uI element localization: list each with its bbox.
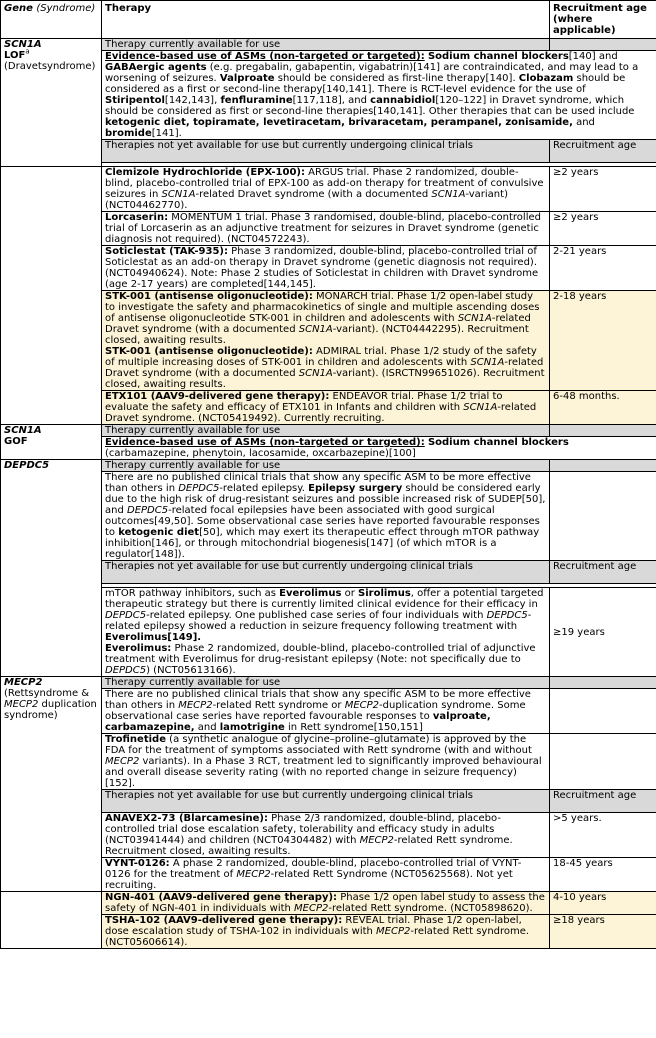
trial-lorcaserin: Lorcaserin: MOMENTUM 1 trial. Phase 3 randomised, double-blind, placebo-controlled trial of Lorcaserin as an adjunctive treatment for seizures in Dravet syndrome (genetic diagnosis not required). (NCT04572243). (102, 212, 550, 246)
gene-cell-scn1a-gof: SCN1A GOF (1, 425, 102, 460)
trial-soticlestat: Soticlestat (TAK-935): Phase 3 randomized, double-blind, placebo-controlled trial of Soticlestat as an add-on therapy in Dravet syndrome (genetic diagnosis not required). (NCT04940624). Note: Phase 2 studies of Soticlestat in children with Dravet syndrome (age 2-17 years) are completed[144,145]. (102, 246, 550, 291)
gene-cell-scn1a-lof: SCN1A LOF$^a$ (Dravetsyndrome) (1, 39, 102, 167)
recruitment-age-label: Recruitment age (550, 561, 656, 584)
section-label-available: Therapy currently available for use (102, 39, 550, 51)
trial-stk001: STK-001 (antisense oligonucleotide): MONARCH trial. Phase 1/2 open-label study to investigate the safety and pharmacokinetics of single and multiple ascending doses of antisense oligonucleotide STK-001 in children and adolescents with SCN1A-related Dravet syndrome (with a documented SCN1A-variant). (NCT04442295). Recruitment closed, awaiting results. STK-001 (antisense oligonucleotide): ADMIRAL trial. Phase 1/2 study of the safety of multiple increasing doses of STK-001 in children and adolescents with SCN1A-related Dravet syndrome (with a documented SCN1A-variant). (ISRCTN99651026). Recruitment closed, awaiting results. (102, 291, 550, 391)
trial-clemizole: Clemizole Hydrochloride (EPX-100): ARGUS trial. Phase 2 randomized, double-blind, placebo-controlled trial of EPX-100 as add-on therapy for treatment of convulsive seizures in SCN1A-related Dravet syndrome (with a documented SCN1A-variant) (NCT04462770). (102, 167, 550, 212)
recruitment-age-label: Recruitment age (550, 140, 656, 163)
scn1a-gof-available-label-row (1, 425, 656, 437)
trial-tsha102: TSHA-102 (AAV9-delivered gene therapy): REVEAL trial. Phase 1/2 open-label, dose escalation study of TSHA-102 in individuals with MECP2-related Rett syndrome. (NCT05606614). (102, 915, 550, 949)
trial-age: ≥18 years (550, 915, 656, 949)
trial-anavex: ANAVEX2-73 (Blarcamesine): Phase 2/3 randomized, double-blind, placebo-controlled trial dose escalation safety, tolerability and efficacy study in adults (NCT03941444) and children (NCT04304482) with MECP2-related Rett syndrome. Recruitment closed, awaiting results. (102, 813, 550, 858)
header-gene: Gene (Syndrome) (1, 1, 102, 39)
section-label-trials: Therapies not yet available for use but currently undergoing clinical trials (102, 140, 550, 163)
trial-age: 18-45 years (550, 858, 656, 892)
mecp2-available-text: There are no published clinical trials that show any specific ASM to be more effective than others in MECP2-related Rett syndrome or MECP2-duplication syndrome. Some observational case series have reported favourable responses to valproate, carbamazepine, and lamotrigine in Rett syndrome[150,151] (102, 689, 550, 734)
mecp2-available-label-row (1, 677, 656, 689)
trial-age: ≥2 years (550, 167, 656, 212)
section-label-trials: Therapies not yet available for use but currently undergoing clinical trials (102, 561, 550, 584)
depdc5-available-text: There are no published clinical trials that show any specific ASM to be more effective than others in DEPDC5-related epilepsy. Epilepsy surgery should be considered early due to the high risk of drug-resistant seizures and possible increased risk of SUDEP[50], and DEPDC5-related focal epilepsies have been associated with good surgical outcomes[49,50]. Some observational case series have reported favourable responses to ketogenic diet[50], which may exert its therapeutic effect through mTOR pathway inhibition[146], or through mitochondrial biogenesis[147] (of which mTOR is a regulator[148]). (102, 472, 550, 561)
trial-etx101: ETX101 (AAV9-delivered gene therapy): ENDEAVOR trial. Phase 1/2 trial to evaluate the safety and efficacy of ETX101 in Infants and children with SCN1A-related Dravet syndrome. (NCT05419492). Currently recruiting. (102, 391, 550, 425)
trial-age: ≥19 years (550, 588, 656, 677)
table-row (1, 892, 656, 915)
trial-age: >5 years. (550, 813, 656, 858)
table-header-row (1, 1, 656, 39)
trial-ngn401: NGN-401 (AAV9-delivered gene therapy): Phase 1/2 open label study to assess the safety of NGN-401 in individuals with MECP2-related Rett syndrome. (NCT05898620). (102, 892, 550, 915)
section-label-trials: Therapies not yet available for use but currently undergoing clinical trials (102, 790, 550, 813)
scn1a-lof-available-label-row (1, 39, 656, 51)
gene-cell-mecp2: MECP2 (Rettsyndrome & MECP2 duplication syndrome) (1, 677, 102, 892)
scn1a-gof-available-text: Evidence-based use of ASMs (non-targeted or targeted): Sodium channel blockers (carbamazepine, phenytoin, lacosamide, oxcarbazepine)[100] (102, 437, 656, 460)
depdc5-available-label-row (1, 460, 656, 472)
recruitment-age-label: Recruitment age (550, 790, 656, 813)
section-label-available: Therapy currently available for use (102, 425, 550, 437)
trial-age: ≥2 years (550, 212, 656, 246)
table-row (1, 167, 656, 212)
header-therapy: Therapy (102, 1, 550, 39)
trial-age: 6-48 months. (550, 391, 656, 425)
section-label-available: Therapy currently available for use (102, 677, 550, 689)
header-recruitment: Recruitment age (where applicable) (550, 1, 656, 39)
trial-age: 2-21 years (550, 246, 656, 291)
gene-cell-depdc5: DEPDC5 (1, 460, 102, 677)
section-label-available: Therapy currently available for use (102, 460, 550, 472)
scn1a-lof-available-text: Evidence-based use of ASMs (non-targeted or targeted): Sodium channel blockers[140] and GABAergic agents (e.g. pregabalin, gabapentin, vigabatrin)[141] are contraindicated, and may lead to a worsening of seizures. Valproate should be considered as first-line therapy[140]. Clobazam should be considered as a first or second-line therapy[140,141]. There is RCT-level evidence for the use of Stiripentol[142,143], fenfluramine[117,118], and cannabidiol[120–122] in Dravet syndrome, which should be considered as first or second-line therapies[140,141]. Other therapies that can be used include ketogenic diet, topiramate, levetiracetam, brivaracetam, perampanel, zonisamide, and bromide[141]. (102, 51, 656, 140)
mecp2-trofinetide-text: Trofinetide (a synthetic analogue of glycine–proline–glutamate) is approved by the FDA for the treatment of symptoms associated with Rett syndrome (with and without MECP2 variants). In a Phase 3 RCT, treatment led to significantly improved behavioural and overall disease severity rating (with no reported change in seizure frequency)[152]. (102, 734, 550, 790)
trial-everolimus: mTOR pathway inhibitors, such as Everolimus or Sirolimus, offer a potential targeted therapeutic strategy but there is currently limited clinical evidence for their efficacy in DEPDC5-related epilepsy. One published case series of four individuals with DEPDC5-related epilepsy showed a reduction in seizure frequency following treatment with Everolimus[149]. Everolimus: Phase 2 randomized, double-blind, placebo-controlled trial of adjunctive treatment with Everolimus for drug-resistant epilepsy (Note: not specifically due to DEPDC5) (NCT05613166). (102, 588, 550, 677)
trial-vynt: VYNT-0126: A phase 2 randomized, double-blind, placebo-controlled trial of VYNT-0126 for the treatment of MECP2-related Rett Syndrome (NCT05625568). Not yet recruiting. (102, 858, 550, 892)
trial-age: 2-18 years (550, 291, 656, 391)
trial-age: 4-10 years (550, 892, 656, 915)
